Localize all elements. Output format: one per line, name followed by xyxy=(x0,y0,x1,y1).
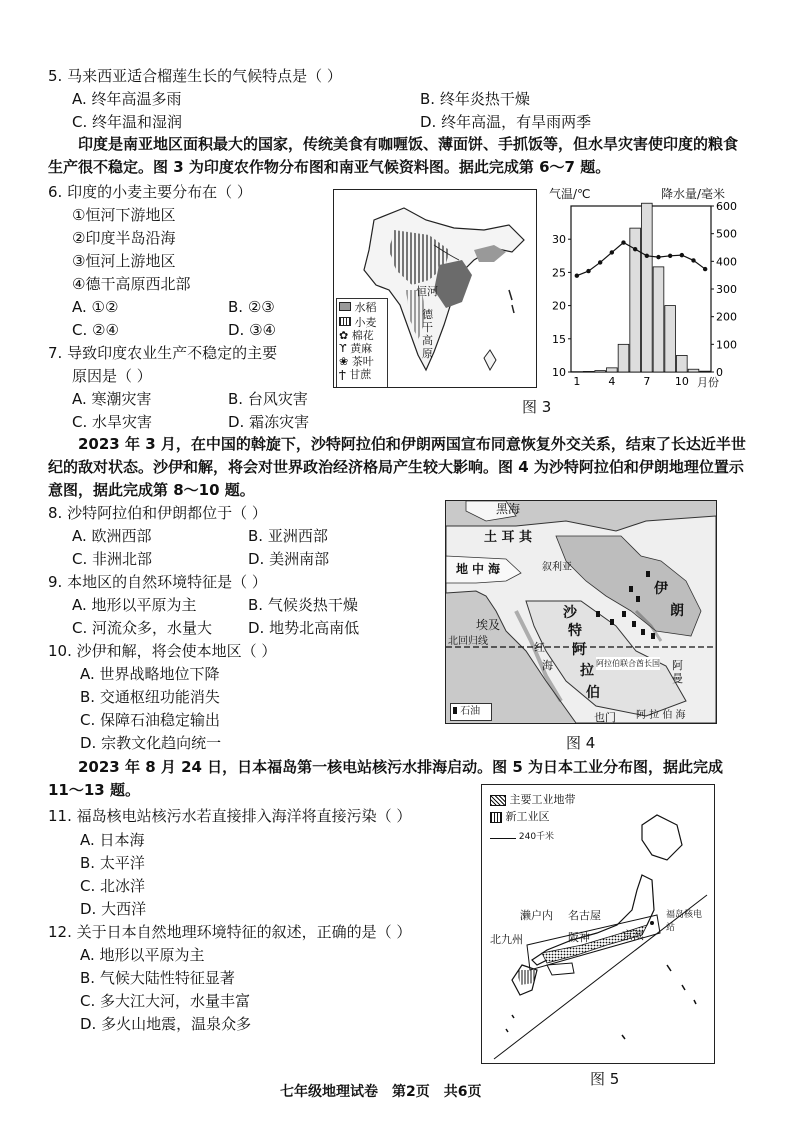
left-tick-label: 20 xyxy=(552,299,566,313)
q7-option-b: B. 台风灾害 xyxy=(228,390,308,408)
q7-stem-line2: 原因是（ ） xyxy=(72,367,152,385)
label-fukushima: 福岛核电站 xyxy=(666,910,703,933)
legend-oil: 石油 xyxy=(460,706,481,717)
q11-option-d: D. 大西洋 xyxy=(80,900,147,918)
right-tick-label: 100 xyxy=(716,338,737,352)
q12-option-d: D. 多火山地震，温泉众多 xyxy=(80,1015,252,1033)
xlabel: 月份 xyxy=(697,376,719,389)
scale-bar: 240千米 xyxy=(490,829,554,842)
passage-saudi-iran: 2023 年 3 月，在中国的斡旋下，沙特阿拉伯和伊朗两国宣布同意恢复外交关系，结束了长达近半世纪的敌对状态。沙伊和解，将会对世界政治经济格局产生较大影响。图 4 为沙特阿拉伯和伊朗地理位置示意图，据此完成第 8～10 题。 xyxy=(48,435,746,499)
temperature-point xyxy=(586,269,590,273)
label-hong: 红 xyxy=(534,641,545,654)
precip-bar xyxy=(607,368,618,372)
temperature-line xyxy=(577,243,705,276)
precip-bar xyxy=(700,371,711,372)
q11-option-b: B. 太平洋 xyxy=(80,854,145,872)
q7-option-a: A. 寒潮灾害 xyxy=(72,390,152,408)
legend-jute: ϒ 黄麻 xyxy=(339,342,373,355)
right-tick-label: 500 xyxy=(716,227,737,241)
legend-sugarcane: Ϯ 甘蔗 xyxy=(339,368,372,381)
left-tick-label: 15 xyxy=(552,332,566,346)
q8-option-d: D. 美洲南部 xyxy=(248,550,330,568)
climate-plot xyxy=(545,186,745,392)
label-hanshin: 阪神 xyxy=(568,931,590,944)
label-syria: 叙利亚 xyxy=(542,562,572,573)
label-keihin: 京滨 xyxy=(622,929,644,942)
q6-option-c: C. ②④ xyxy=(72,321,119,339)
x-tick-label: 1 xyxy=(573,375,581,388)
precip-bar xyxy=(688,369,699,372)
q10-stem: 10. 沙伊和解，将会使本地区（ ） xyxy=(48,642,277,660)
climate-chart xyxy=(545,186,745,392)
label-zhong: 中 xyxy=(472,562,485,576)
q10-option-a: A. 世界战略地位下降 xyxy=(80,665,220,683)
q12-stem: 12. 关于日本自然地理环境特征的叙述，正确的是（ ） xyxy=(48,923,412,941)
label-la: 拉 xyxy=(580,663,594,679)
precip-bar xyxy=(665,306,676,372)
precip-bar xyxy=(618,344,629,372)
left-tick-label: 25 xyxy=(552,266,566,280)
q6-item-2: ②印度半岛沿海 xyxy=(72,229,176,247)
precip-bar xyxy=(595,371,606,372)
q6-option-a: A. ①② xyxy=(72,298,119,316)
left-tick-label: 10 xyxy=(552,366,566,379)
label-ganges: 恒河 xyxy=(416,285,438,298)
temperature-point xyxy=(610,250,614,254)
fig4-legend xyxy=(450,703,492,721)
middle-east-map xyxy=(445,500,717,724)
q6-option-d: D. ③④ xyxy=(228,321,276,339)
temperature-point xyxy=(575,274,579,278)
label-hai: 海 xyxy=(488,562,501,576)
q8-stem: 8. 沙特阿拉伯和伊朗都位于（ ） xyxy=(48,504,267,522)
q5-option-d: D. 终年高温，有旱雨两季 xyxy=(420,113,592,131)
temperature-point xyxy=(645,254,649,258)
x-tick-label: 7 xyxy=(643,375,651,388)
right-tick-label: 300 xyxy=(716,283,737,296)
legend-wheat: 小麦 xyxy=(339,316,385,329)
label-sea1: 海 xyxy=(508,502,521,516)
legend-new-zone: 新工业区 xyxy=(490,808,600,825)
label-lang: 朗 xyxy=(670,603,684,619)
label-uae: 阿拉伯联合酋长国 xyxy=(596,659,660,668)
q10-option-b: B. 交通枢纽功能消失 xyxy=(80,688,220,706)
temperature-point xyxy=(633,247,637,251)
q7-option-d: D. 霜冻灾害 xyxy=(228,413,310,431)
x-tick-label: 10 xyxy=(674,375,689,388)
temperature-point xyxy=(703,267,707,271)
q11-option-a: A. 日本海 xyxy=(80,831,145,849)
japan-industry-map xyxy=(481,784,715,1064)
page-footer: 七年级地理试卷 第2页 共6页 xyxy=(280,1084,482,1100)
q5-option-b: B. 终年炎热干燥 xyxy=(420,90,530,108)
temperature-point xyxy=(621,240,625,244)
q8-option-c: C. 非洲北部 xyxy=(72,550,153,568)
left-tick-label: 30 xyxy=(552,233,566,247)
q12-option-a: A. 地形以平原为主 xyxy=(80,946,205,964)
label-di: 地 xyxy=(456,562,469,576)
q10-option-c: C. 保障石油稳定输出 xyxy=(80,711,221,729)
label-black: 黑 xyxy=(496,502,509,516)
q5-option-c: C. 终年温和湿润 xyxy=(72,113,183,131)
precip-bar xyxy=(677,355,688,372)
fig3-caption: 图 3 xyxy=(522,398,552,416)
temperature-point xyxy=(691,258,695,262)
temperature-point xyxy=(668,254,672,258)
ylabel-right: 降水量/毫米 xyxy=(661,187,726,201)
right-tick-label: 0 xyxy=(716,366,723,379)
label-nagoya: 名古屋 xyxy=(568,909,601,922)
x-tick-label: 4 xyxy=(608,375,616,388)
temperature-point xyxy=(656,255,660,259)
label-turkey: 土 耳 其 xyxy=(484,530,533,545)
legend-rice: 水稻 xyxy=(339,300,385,316)
q6-item-1: ①恒河下游地区 xyxy=(72,206,176,224)
fig5-caption: 图 5 xyxy=(590,1070,620,1088)
label-tropic: 北回归线 xyxy=(448,636,488,647)
label-te: 特 xyxy=(568,623,582,639)
india-crop-map xyxy=(333,189,537,388)
q6-stem: 6. 印度的小麦主要分布在（ ） xyxy=(48,183,252,201)
label-kitakyushu: 北九州 xyxy=(490,933,523,946)
fig3-legend xyxy=(336,298,388,388)
ylabel-left: 气温/℃ xyxy=(549,187,591,201)
q9-option-c: C. 河流众多，水量大 xyxy=(72,619,213,637)
q9-option-d: D. 地势北高南低 xyxy=(248,619,360,637)
q12-option-c: C. 多大江大河，水量丰富 xyxy=(80,992,251,1010)
legend-major-belt: 主要工业地带 xyxy=(490,791,600,808)
temperature-point xyxy=(680,253,684,257)
fig4-caption: 图 4 xyxy=(566,734,596,752)
passage-japan: 2023 年 8 月 24 日，日本福岛第一核电站核污水排海启动。图 5 为日本工业分布图，据此完成 11～13 题。 xyxy=(48,758,724,799)
q10-option-d: D. 宗教文化趋向统一 xyxy=(80,734,222,752)
q9-stem: 9. 本地区的自然环境特征是（ ） xyxy=(48,573,267,591)
precip-bar xyxy=(583,371,594,372)
q8-option-b: B. 亚洲西部 xyxy=(248,527,328,545)
label-a: 阿 xyxy=(572,642,586,658)
label-yemen: 也门 xyxy=(594,711,616,724)
legend-cotton: ✿ 棉花 xyxy=(339,329,374,342)
q6-item-3: ③恒河上游地区 xyxy=(72,252,176,270)
right-tick-label: 400 xyxy=(716,255,737,269)
passage-india: 印度是南亚地区面积最大的国家，传统美食有咖喱饭、薄面饼、手抓饭等，但水旱灾害使印度的粮食生产很不稳定。图 3 为印度农作物分布图和南亚气候资料图。据此完成第 6～7 题。 xyxy=(48,135,739,176)
label-arabian-sea: 阿 拉 伯 海 xyxy=(636,710,686,721)
q7-stem-line1: 7. 导致印度农业生产不稳定的主要 xyxy=(48,344,278,362)
plot-frame xyxy=(571,206,711,372)
q7-option-c: C. 水旱灾害 xyxy=(72,413,153,431)
right-tick-label: 600 xyxy=(716,200,737,213)
label-deccan: 德干高原 xyxy=(422,308,433,360)
q11-stem: 11. 福岛核电站核污水若直接排入海洋将直接污染（ ） xyxy=(48,807,412,825)
q6-item-4: ④德干高原西北部 xyxy=(72,275,191,293)
q6-option-b: B. ②③ xyxy=(228,298,275,316)
label-bo: 伯 xyxy=(586,685,600,701)
right-tick-label: 200 xyxy=(716,310,737,324)
label-oman: 阿曼 xyxy=(672,659,683,685)
q12-option-b: B. 气候大陆性特征显著 xyxy=(80,969,235,987)
q11-option-c: C. 北冰洋 xyxy=(80,877,146,895)
q9-option-b: B. 气候炎热干燥 xyxy=(248,596,358,614)
label-setouchi: 濑户内 xyxy=(520,909,553,922)
legend-tea: ❀ 茶叶 xyxy=(339,355,374,368)
precip-bar xyxy=(653,267,664,372)
q5-stem: 5. 马来西亚适合榴莲生长的气候特点是（ ） xyxy=(48,67,342,85)
label-yi: 伊 xyxy=(654,581,668,597)
precip-bar xyxy=(642,203,653,372)
q9-option-a: A. 地形以平原为主 xyxy=(72,596,197,614)
temperature-point xyxy=(598,260,602,264)
q8-option-a: A. 欧洲西部 xyxy=(72,527,152,545)
label-egypt: 埃及 xyxy=(476,618,501,632)
label-redsea-hai: 海 xyxy=(542,659,553,672)
label-sha: 沙 xyxy=(563,605,577,621)
q5-option-a: A. 终年高温多雨 xyxy=(72,90,182,108)
